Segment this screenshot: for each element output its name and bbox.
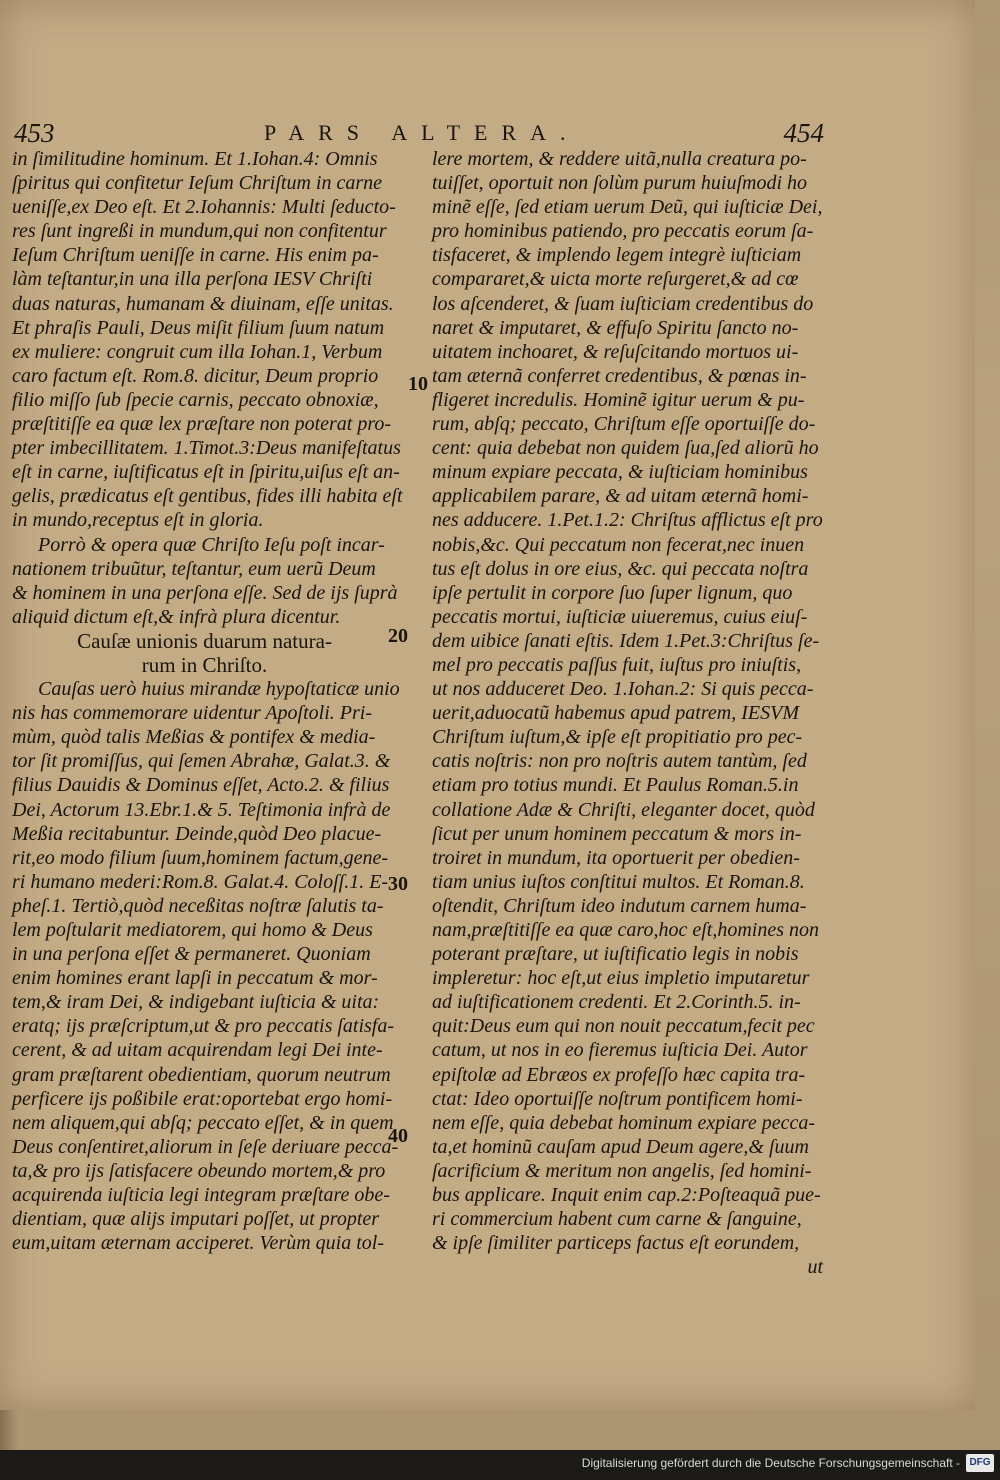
right-column-line: troiret in mundum, ita oportuerit per obedien- bbox=[432, 846, 800, 869]
left-column-line: ta,& pro ijs ſatisfacere obeundo mortem,& pro bbox=[12, 1159, 386, 1182]
left-column-line: in mundo,receptus eſt in gloria. bbox=[12, 509, 264, 532]
right-column-line: applicabilem parare, & ad uitam æternã homi- bbox=[432, 485, 809, 508]
right-column-line: impleretur: hoc eſt,ut eius impletio imputaretur bbox=[432, 967, 810, 990]
left-column-line: rum in Chriſto. bbox=[141, 652, 268, 677]
left-column-line: Dei, Actorum 13.Ebr.1.& 5. Teſtimonia infrà de bbox=[12, 798, 391, 821]
right-column-line: Chriſtum iuſtum,& ipſe eſt propitiatio pro pec- bbox=[432, 726, 803, 749]
left-column-line: res ſunt ingreßi in mundum,qui non confitentur bbox=[12, 220, 387, 243]
left-column-line: duas naturas, humanam & diuinam, eſſe unitas. bbox=[12, 292, 394, 315]
left-column-line: Cauſas uerò huius mirandæ hypoſtaticæ unio bbox=[38, 678, 400, 701]
left-column-line: dientiam, quæ alijs imputari poſſet, ut propter bbox=[12, 1208, 380, 1231]
left-column-line: tem,& iram Dei, & indigebant iuſticia & uita: bbox=[12, 991, 380, 1014]
page-number-right: 454 bbox=[783, 118, 824, 148]
right-column-line: pro hominibus patiendo, pro peccatis eorum ſa- bbox=[432, 220, 814, 243]
left-column-line: eſt in carne, iuſtificatus eſt in ſpiritu,uiſus eſt an- bbox=[12, 461, 400, 484]
right-column-line: ipſe pertulit in corpore ſuo ſuper lignum, quo bbox=[432, 581, 793, 604]
left-column-line: Deus conſentiret,aliorum in ſeſe deriuare pecca- bbox=[12, 1135, 399, 1158]
right-column-line: ri commercium habent cum carne & ſanguine, bbox=[432, 1208, 802, 1231]
running-title: PARS ALTERA. bbox=[264, 120, 580, 145]
page-number-left: 453 bbox=[14, 118, 55, 148]
right-column-line: nobis,&c. Qui peccatum non fecerat,nec inuen bbox=[432, 533, 805, 556]
left-column-line: Et phraſis Pauli, Deus miſit filium ſuum natum bbox=[12, 316, 385, 339]
funding-credit: Digitalisierung gefördert durch die Deutsche Forschungsgemeinschaft - bbox=[581, 1456, 960, 1470]
left-column-line: Cauſæ unionis duarum natura- bbox=[77, 628, 332, 653]
left-column-line: filius Dauidis & Dominus eſſet, Acto.2. & filius bbox=[12, 774, 390, 797]
right-column-line: rum, abſq; peccato, Chriſtum eſſe oportuiſſe do- bbox=[432, 413, 816, 436]
left-column-line: perficere ijs poßibile erat:oportebat ergo homi- bbox=[12, 1087, 393, 1110]
left-column-line: mùm, quòd talis Meßias & pontifex & media- bbox=[12, 726, 376, 749]
right-column-line: ſacrificium & meritum non angelis, ſed homini- bbox=[432, 1159, 812, 1182]
right-column-line: minẽ eſſe, ſed etiam uerum Deũ, qui iuſticiæ Dei, bbox=[432, 196, 823, 219]
left-column-line: cerent, & ad uitam acquirendam legi Dei inte- bbox=[12, 1039, 383, 1062]
left-column-line: Porrò & opera quæ Chriſto Ieſu poſt incar- bbox=[38, 533, 385, 556]
left-column-line: tor ſit promiſſus, qui ſemen Abrahæ, Galat.3. & bbox=[12, 750, 391, 773]
dfg-logo: DFG bbox=[966, 1454, 994, 1472]
left-column-line: Meßia recitabuntur. Deinde,quòd Deo placue- bbox=[12, 822, 382, 845]
margin-number-40: 40 bbox=[388, 1125, 408, 1147]
right-column-line: peccatis mortui, iuſticiæ uiueremus, cuius eiuſ- bbox=[432, 605, 808, 628]
right-column-line: & ipſe ſimiliter particeps factus eſt eorundem, bbox=[432, 1232, 800, 1255]
right-column-line: mel pro peccatis paſſus fuit, iuſtus pro iniuſtis, bbox=[432, 653, 802, 676]
right-column-line: poterant præſtare, ut iuſtificatio legis in nobis bbox=[432, 943, 799, 966]
right-column-line: ad iuſtificationem credenti. Et 2.Corinth.5. in- bbox=[432, 991, 801, 1014]
left-column-line: nem aliquem,qui abſq; peccato eſſet, & in quem bbox=[12, 1111, 394, 1134]
right-text-column bbox=[432, 147, 827, 1279]
left-column-line: in ſimilitudine hominum. Et 1.Iohan.4: Omnis bbox=[12, 148, 378, 170]
left-column-line: aliquid dictum eſt,& infrà plura dicentur. bbox=[12, 605, 341, 628]
left-column-line: & hominem in una perſona eſſe. Sed de ijs ſuprà bbox=[12, 581, 398, 604]
left-column-line: gelis, prædicatus eſt gentibus, fides illi habita eſt bbox=[12, 485, 403, 508]
left-column-line: ſpiritus qui confitetur Ieſum Chriſtum in carne bbox=[12, 172, 382, 195]
left-column-line: rit,eo modo filium ſuum,hominem factum,gene- bbox=[12, 846, 389, 869]
right-column-line: nem eſſe, quia debebat hominum expiare pecca- bbox=[432, 1111, 816, 1134]
right-column-line: catis noſtris: non pro noſtris autem tantùm, ſed bbox=[432, 750, 807, 773]
right-column-line: tisfaceret, & implendo legem integrè iuſticiam bbox=[432, 244, 802, 267]
right-column-line: ctat: Ideo oportuiſſe noſtrum pontificem homi- bbox=[432, 1087, 803, 1110]
right-column-line: catum, ut nos in eo fieremus iuſticia Dei. Autor bbox=[432, 1039, 808, 1062]
right-column-line: quit:Deus eum qui non nouit peccatum,fecit pec bbox=[432, 1015, 815, 1038]
right-column-line: etiam pro totius mundi. Et Paulus Roman.5.in bbox=[432, 774, 799, 797]
right-column-line: minum expiare peccata, & iuſticiam hominibus bbox=[432, 461, 808, 484]
right-column-line: tuiſſet, oportuit non ſolùm purum huiuſmodi ho bbox=[432, 172, 808, 195]
right-column-line: tiam unius iuſtos conſtitui multos. Et Roman.8. bbox=[432, 870, 805, 893]
margin-line-numbers bbox=[385, 0, 435, 1450]
left-column-line: pheſ.1. Tertiò,quòd neceßitas noſtræ ſalutis ta- bbox=[12, 894, 384, 917]
left-column-line: eum,uitam æternam acciperet. Verùm quia tol- bbox=[12, 1232, 384, 1255]
left-column-line: filio miſſo ſub ſpecie carnis, peccato obnoxiæ, bbox=[12, 388, 379, 411]
left-column-line: làm teſtantur,in una illa perſona IESV Chriſti bbox=[12, 268, 373, 291]
left-column-line: enim homines erant lapſi in peccatum & mor- bbox=[12, 967, 378, 990]
left-column-line: in una perſona eſſet & permaneret. Quoniam bbox=[12, 943, 371, 966]
right-column-line: ut nos adduceret Deo. 1.Iohan.2: Si quis pecca- bbox=[432, 678, 814, 701]
right-column-line: fligeret incredulis. Hominẽ igitur uerum & pu- bbox=[432, 388, 805, 411]
left-column-line: caro factum eſt. Rom.8. dicitur, Deum proprio bbox=[12, 364, 379, 387]
margin-number-10: 10 bbox=[408, 373, 428, 395]
left-column-line: nationem tribuũtur, teſtantur, eum uerũ Deum bbox=[12, 557, 376, 580]
left-column-line: ueniſſe,ex Deo eſt. Et 2.Iohannis: Multi ſeducto- bbox=[12, 196, 396, 219]
digitization-footer bbox=[0, 1450, 1000, 1480]
right-column-line: tus eſt dolus in ore eius, &c. qui peccata noſtra bbox=[432, 557, 809, 580]
left-column-line: eratq; ijs præſcriptum,ut & pro peccatis ſatisfa- bbox=[12, 1015, 395, 1038]
left-column-line: pter imbecillitatem. 1.Timot.3:Deus manifeſtatus bbox=[12, 437, 401, 460]
right-column-line: tam æternã conferret credentibus, & pœnas in- bbox=[432, 364, 807, 387]
right-column-line: naret & imputaret, & effuſo Spiritu ſancto no- bbox=[432, 316, 799, 339]
left-column-line: præſtitiſſe ea quæ lex præſtare non poterat pro- bbox=[12, 413, 392, 436]
right-column-line: ut bbox=[807, 1256, 823, 1279]
left-column-line: Ieſum Chriſtum ueniſſe in carne. His enim pa- bbox=[12, 244, 379, 267]
right-column-line: oſtendit, Chriſtum ideo indutum carnem huma- bbox=[432, 894, 807, 917]
right-column-line: uerit,aduocatũ habemus apud patrem, IESVM bbox=[432, 702, 799, 725]
left-column-line: gram præſtarent obedientiam, quorum neutrum bbox=[12, 1063, 391, 1086]
left-column-line: ri humano mederi:Rom.8. Galat.4. Coloſſ.1. E- bbox=[12, 870, 389, 893]
left-column-line: acquirenda iuſticia legi integram præſtare obe- bbox=[12, 1184, 390, 1207]
right-column-line: dem uibice ſanati eſtis. Idem 1.Pet.3:Chriſtus ſe- bbox=[432, 629, 820, 652]
right-column-line: los aſcenderet, & ſuam iuſticiam credentibus do bbox=[432, 292, 814, 315]
margin-number-30: 30 bbox=[388, 873, 408, 895]
left-column-line: nis has commemorare uidentur Apoſtoli. Pri- bbox=[12, 702, 372, 725]
left-column-line: ex muliere: congruit cum illa Iohan.1, Verbum bbox=[12, 340, 383, 363]
right-column-line: uitatem inchoaret, & reſuſcitando mortuos ui- bbox=[432, 340, 799, 363]
right-column-line: epiſtolæ ad Ebræos ex profeſſo hæc capita tra- bbox=[432, 1063, 806, 1086]
right-column-line: lere mortem, & reddere uitã,nulla creatura po- bbox=[432, 148, 807, 170]
right-column-line: ta,et hominũ cauſam apud Deum agere,& ſuum bbox=[432, 1135, 809, 1158]
right-column-line: bus applicare. Inquit enim cap.2:Poſteaquã pue- bbox=[432, 1184, 821, 1207]
right-column-line: ſicut per unum hominem peccatum & mors in- bbox=[432, 822, 802, 845]
right-column-line: compararet,& uicta morte reſurgeret,& ad cœ bbox=[432, 268, 799, 291]
left-column-line: lem poſtularit mediatorem, qui homo & Deus bbox=[12, 919, 373, 941]
right-column-line: nes adducere. 1.Pet.1.2: Chriſtus afflictus eſt pro bbox=[432, 509, 823, 532]
right-column-line: nam,præſtitiſſe ea quæ caro,hoc eſt,homines non bbox=[432, 919, 820, 941]
margin-number-20: 20 bbox=[388, 625, 408, 647]
right-column-line: collatione Adæ & Chriſti, eleganter docet, quòd bbox=[432, 798, 815, 821]
right-column-line: cent: quia debebat non quidem ſua,ſed aliorũ ho bbox=[432, 437, 819, 460]
